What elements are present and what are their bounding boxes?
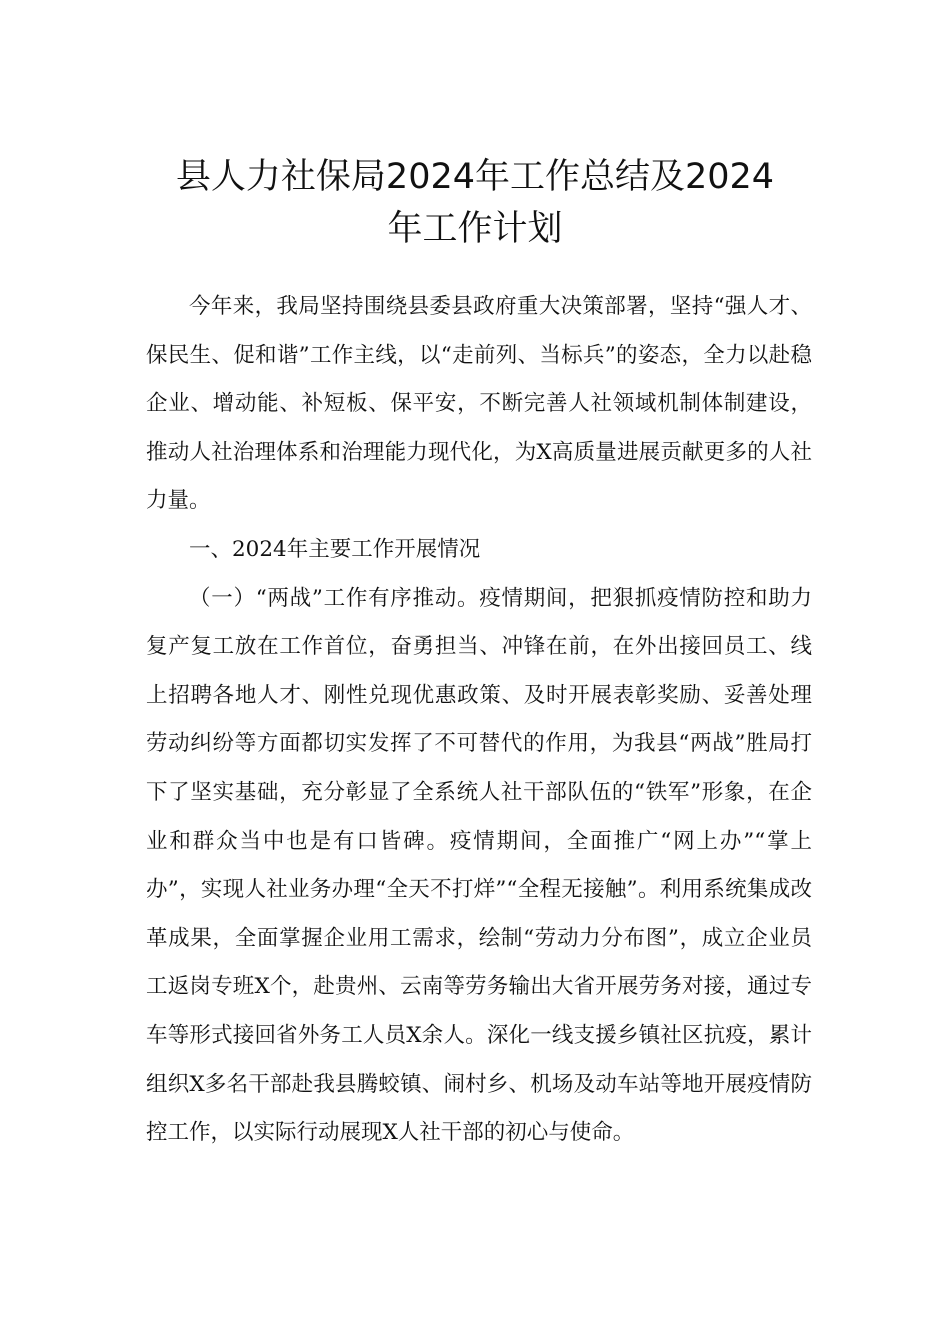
section-heading: 一、2024年主要工作开展情况 [189, 536, 481, 562]
intro-paragraph: 今年来，我局坚持围绕县委县政府重大决策部署，坚持“强人才、保民生、促和谐”工作主线，以“走前列、当标兵”的姿态，全力以赴稳企业、增动能、补短板、保平安，不断完善人社领域机制体制建设，推动人社治理体系和治理能力现代化，为X高质量进展贡献更多的人社力量。 [146, 294, 812, 514]
subsection-paragraph: （一）“两战”工作有序推动。疫情期间，把狠抓疫情防控和助力复产复工放在工作首位，奋勇担当、冲锋在前，在外出接回员工、线上招聘各地人才、刚性兑现优惠政策、及时开展表彰奖励、妥善处理劳动纠纷等方面都切实发挥了不可替代的作用，为我县“两战”胜局打下了坚实基础，充分彰显了全系统人社干部队伍的“铁军”形象，在企业和群众当中也是有口皆碑。疫情期间，全面推广“网上办”“掌上办”，实现人社业务办理“全天不打烊”“全程无接触”。利用系统集成改革成果，全面掌握企业用工需求，绘制“劳动力分布图”，成立企业员工返岗专班X个，赴贵州、云南等劳务输出大省开展劳务对接，通过专车等形式接回省外务工人员X余人。深化一线支援乡镇社区抗疫，累计组织X多名干部赴我县腾蛟镇、闹村乡、机场及动车站等地开展疫情防控工作，以实际行动展现X人社干部的初心与使命。 [146, 585, 812, 1146]
title-line-2: 年工作计划 [387, 209, 563, 250]
title-line-1: 县人力社保局2024年工作总结及2024 [175, 157, 775, 198]
document-body [146, 283, 812, 1158]
document-title [110, 151, 840, 255]
